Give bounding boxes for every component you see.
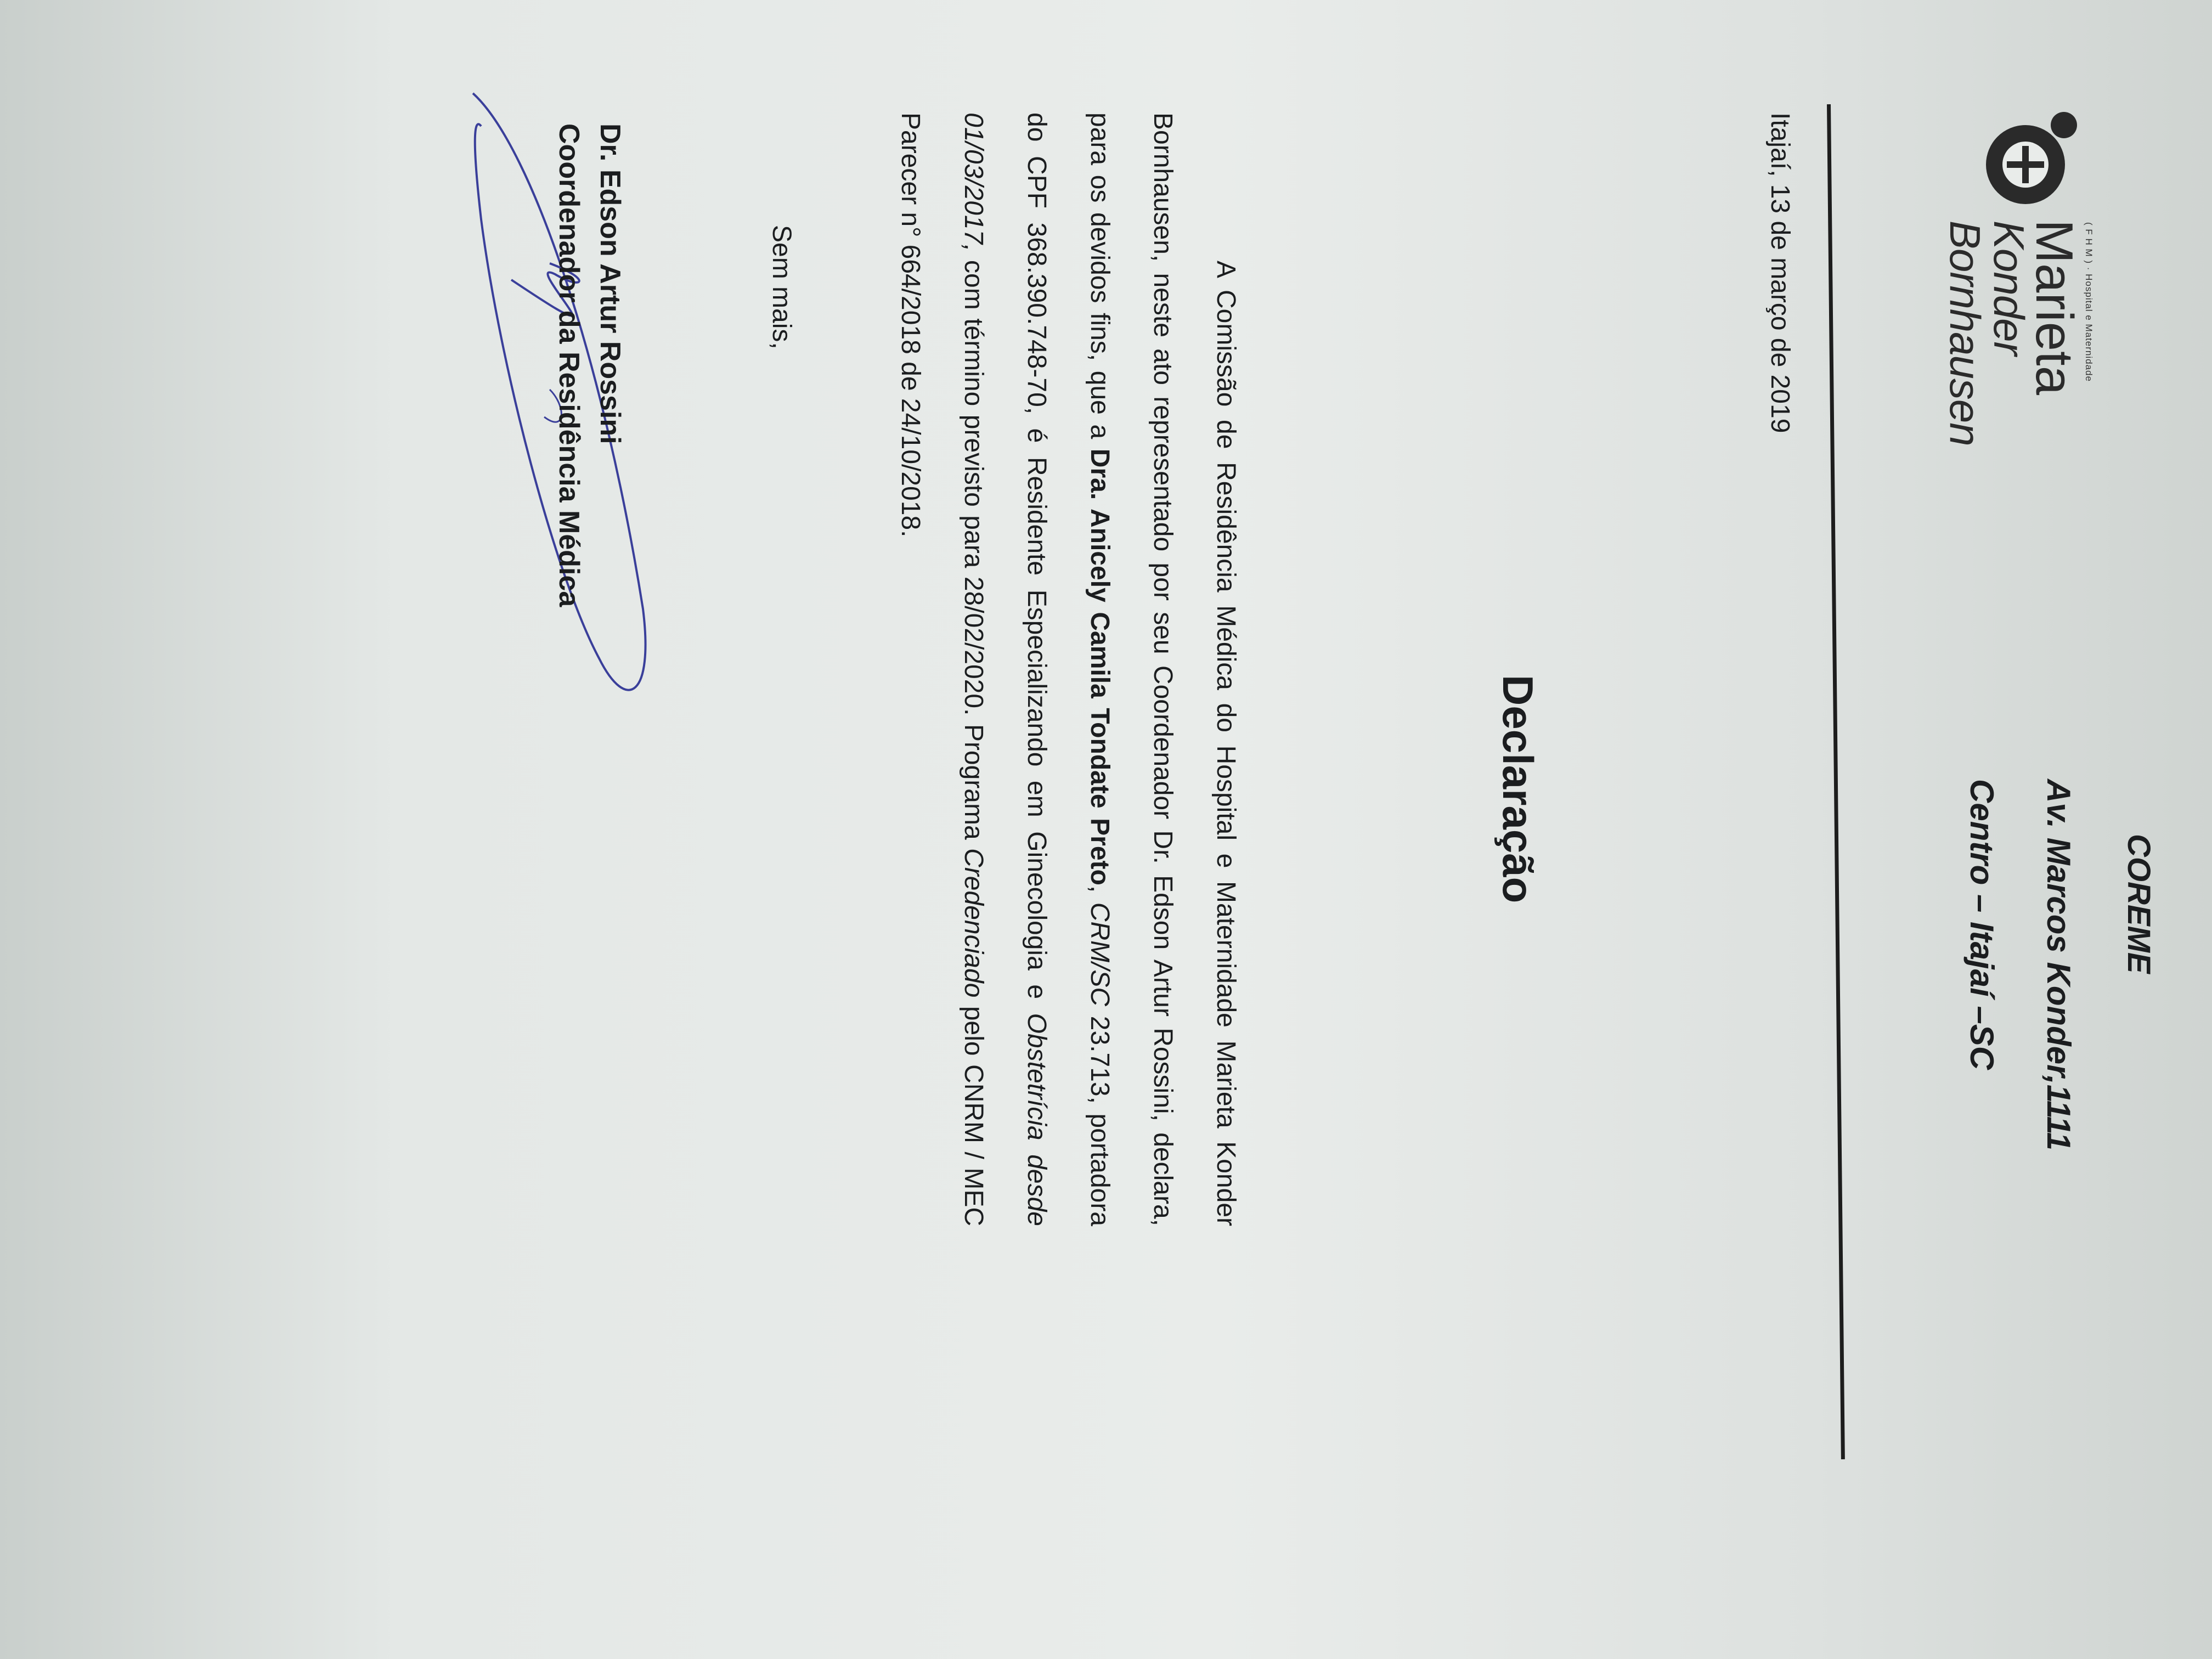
declaration-body: [879, 112, 1257, 1226]
org-name: COREME: [2121, 834, 2157, 974]
logo-kicker: ( F H M ) · Hospital e Maternidade: [2084, 222, 2094, 382]
logo-name-line1: Marieta: [2025, 219, 2084, 396]
body-text-1: A Comissão de Residência Médica do Hospital e Maternidade Marieta Konder Bornhausen, neste ato representado por seu Coordenador Dr. Edson Artur Rossini, declara, para os devidos fins, que a: [1085, 112, 1240, 1226]
address-line1: Av. Marcos Konder,1111: [2040, 779, 2077, 1150]
hospital-emblem-icon: [1982, 104, 2086, 208]
logo-name-line2: Konder Bornhausen: [1941, 221, 2033, 446]
body-text-2: 23.713, portadora do CPF 368.390.748-70, é Residente Especializando em Ginecologia e: [1022, 112, 1114, 1227]
credenciado-text: Credenciado: [959, 848, 988, 998]
body-text-3: com término previsto para 28/02/2020. Programa: [959, 251, 988, 849]
signatory-role: Coordenador da Residência Médica: [553, 123, 585, 607]
specialty-text: Obstetrícia desde 01/03/2017,: [959, 112, 1051, 1227]
signatory-name: Dr. Edson Artur Rossini: [594, 123, 626, 444]
body-text-comma: ,: [1085, 885, 1114, 902]
address-line2: Centro – Itajaí –SC: [1963, 779, 2000, 1070]
document-title: Declaração: [1494, 675, 1542, 904]
crm-label: CRM/SC: [1085, 902, 1114, 1007]
closing-text: Sem mais,: [767, 225, 796, 349]
body-text-4: pelo CNRM / MEC Parecer n° 664/2018 de 24/10/2018.: [896, 112, 988, 1226]
hospital-logo: [1941, 104, 2108, 488]
resident-name: Dra. Anicely Camila Tondate Preto: [1085, 448, 1114, 885]
place-date: Itajaí, 13 de março de 2019: [1765, 112, 1795, 433]
header-divider: [1827, 104, 1845, 1459]
